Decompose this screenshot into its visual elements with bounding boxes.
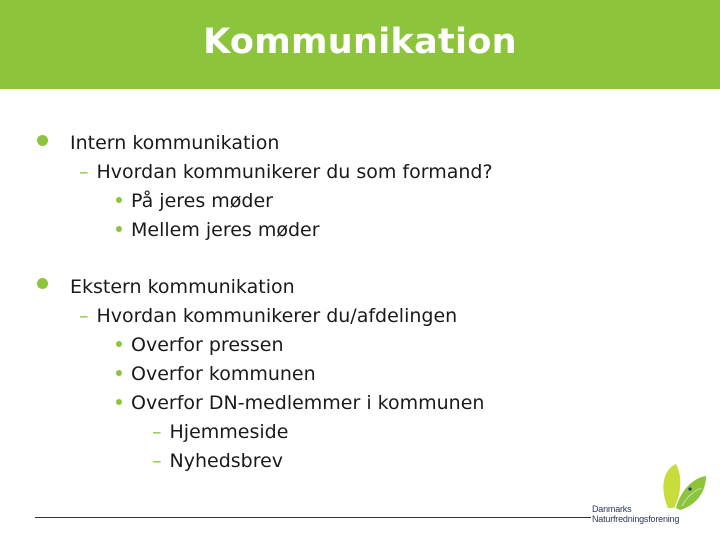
dash-icon: – bbox=[79, 305, 89, 327]
list-item: Overfor kommunen bbox=[116, 363, 316, 385]
bullet-icon bbox=[37, 278, 48, 289]
list-item: På jeres møder bbox=[116, 190, 273, 212]
bullet-icon bbox=[37, 135, 48, 146]
list-item: Mellem jeres møder bbox=[116, 219, 320, 241]
list-item: Overfor DN-medlemmer i kommunen bbox=[116, 392, 484, 414]
list-subitem: – Hjemmeside bbox=[152, 421, 289, 443]
dot-icon bbox=[116, 197, 122, 203]
dot-icon bbox=[116, 370, 122, 376]
dot-icon bbox=[116, 226, 122, 232]
logo-text: Naturfredningsforening bbox=[592, 514, 680, 524]
footer-rule bbox=[35, 517, 591, 518]
dash-icon: – bbox=[152, 421, 162, 443]
sub-point: – Hvordan kommunikerer du/afdelingen bbox=[79, 305, 458, 327]
title-bar bbox=[0, 0, 720, 89]
organization-logo bbox=[590, 460, 710, 530]
dash-icon: – bbox=[152, 450, 162, 472]
sub-point: – Hvordan kommunikerer du som formand? bbox=[79, 161, 493, 183]
slide-title: Kommunikation bbox=[203, 22, 517, 62]
leaf-icon bbox=[590, 460, 710, 510]
logo-text: Danmarks bbox=[592, 504, 632, 514]
list-item: Overfor pressen bbox=[116, 334, 284, 356]
section-heading: Intern kommunikation bbox=[70, 132, 280, 154]
dot-icon bbox=[116, 399, 122, 405]
dash-icon: – bbox=[79, 161, 89, 183]
dot-icon bbox=[116, 341, 122, 347]
section-heading: Ekstern kommunikation bbox=[70, 276, 295, 298]
list-subitem: – Nyhedsbrev bbox=[152, 450, 284, 472]
